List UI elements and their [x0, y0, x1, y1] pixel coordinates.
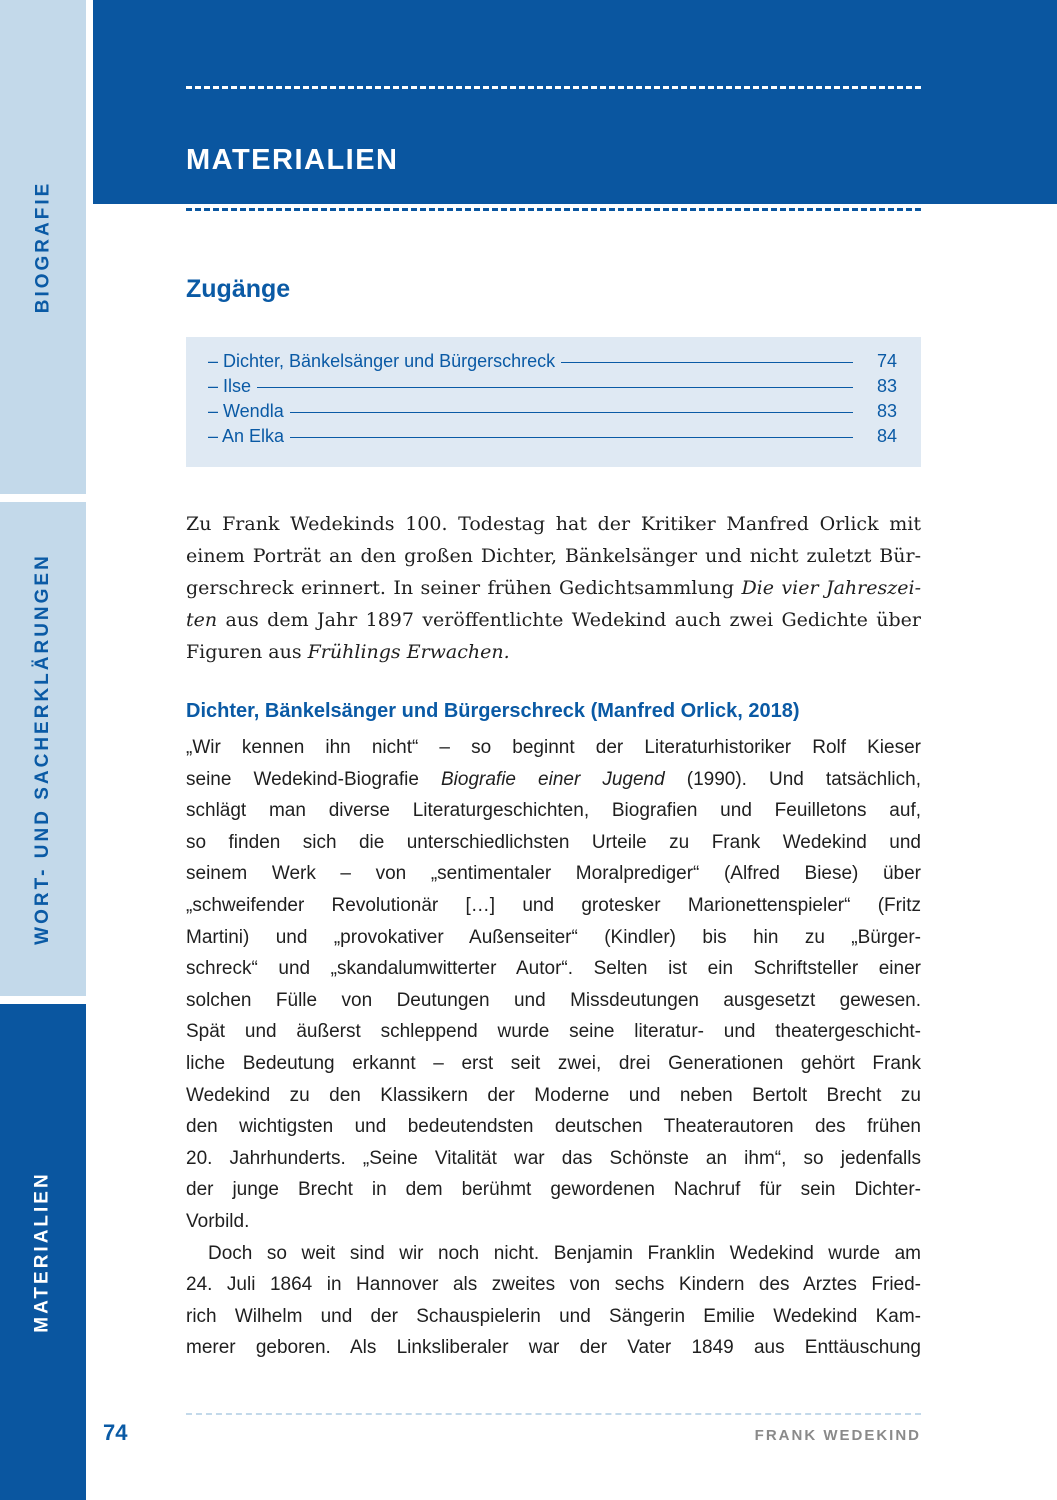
side-tab-biografie[interactable]: [0, 0, 86, 494]
body-line: der junge Brecht in dem berühmt gewordenen Nachruf für sein Dichter-: [186, 1179, 921, 1201]
body-line: den wichtigsten und bedeutendsten deutschen Theaterautoren des frühen: [186, 1116, 921, 1138]
body-line: liche Bedeutung erkannt – erst seit zwei, drei Generationen gehört Frank: [186, 1052, 921, 1074]
body-line: 24. Juli 1864 in Hannover als zweites von sechs Kindern des Arztes Fried-: [186, 1274, 921, 1296]
body-line: schreck“ und „skandalumwitterter Autor“. Selten ist ein Schriftsteller einer: [186, 958, 921, 980]
toc-item-page: 83: [876, 401, 897, 421]
book-title: Die vier Jahreszei-: [741, 577, 921, 599]
toc-item-page: 84: [876, 426, 897, 446]
body-line: schlägt man diverse Literaturgeschichten, Biografien und Feuilletons auf,: [186, 800, 921, 822]
toc-item-label: – Ilse: [208, 376, 252, 396]
body-line: 20. Jahrhunderts. „Seine Vitalität war das Schönste an ihm“, so jedenfalls: [186, 1147, 921, 1169]
body-line: solchen Fülle von Deutungen und Missdeutungen ausgesetzt gewesen.: [186, 989, 921, 1011]
side-tab-materialien[interactable]: [0, 1004, 86, 1500]
running-footer-title: FRANK WEDEKIND: [754, 1427, 921, 1444]
body-line: Martini) und „provokativer Außenseiter“ (Kindler) bis hin zu „Bürger-: [186, 926, 921, 948]
toc-item-label: – An Elka: [208, 426, 285, 446]
toc-item[interactable]: [208, 426, 897, 451]
body-line: merer geboren. Als Linksliberaler war der Vater 1849 aus Enttäuschung: [186, 1337, 921, 1359]
body-text: seine Wedekind-Biografie: [186, 768, 441, 790]
toc-leader: [290, 412, 853, 413]
toc-item-page: 74: [876, 351, 897, 371]
toc-item-page: 83: [876, 376, 897, 396]
book-title: ten: [186, 609, 218, 631]
intro-line: einem Porträt an den großen Dichter, Bänkelsänger und nicht zuletzt Bür-: [186, 545, 921, 567]
toc-item-label: – Wendla: [208, 401, 284, 421]
body-line: seinem Werk – von „sentimentaler Moralprediger“ (Alfred Biese) über: [186, 863, 921, 885]
body-line: so finden sich die unterschiedlichsten Urteile zu Frank Wedekind und: [186, 831, 921, 853]
side-tab-wort-und-sacherklaerungen[interactable]: [0, 502, 86, 996]
body-line: Spät und äußerst schleppend wurde seine literatur- und theatergeschicht-: [186, 1021, 921, 1043]
side-tab-materialien-label: MATERIALIEN: [32, 1171, 54, 1333]
body-text: (1990). Und tatsächlich,: [664, 768, 921, 790]
body-line: „Wir kennen ihn nicht“ – so beginnt der Literaturhistoriker Rolf Kieser: [186, 737, 921, 758]
intro-line: [186, 572, 921, 604]
toc-item[interactable]: [208, 376, 897, 401]
side-tab-biografie-label: BIOGRAFIE: [32, 180, 53, 314]
footer-dashed-divider: [186, 1413, 921, 1415]
page-title: MATERIALIEN: [186, 144, 399, 176]
toc-leader: [561, 362, 853, 363]
intro-text: aus dem Jahr 1897 veröffentlichte Wedekind auch zwei Gedichte über: [217, 609, 921, 631]
body-line: Doch so weit sind wir noch nicht. Benjamin Franklin Wedekind wurde am: [208, 1242, 921, 1264]
header-dashed-divider-bottom: [186, 208, 921, 211]
intro-paragraph: [186, 508, 921, 668]
intro-text: Figuren aus: [186, 641, 308, 663]
intro-line: [186, 604, 921, 636]
toc-item-label: – Dichter, Bänkelsänger und Bürgerschreck: [208, 351, 556, 371]
toc-box: [186, 337, 921, 467]
page-number: 74: [103, 1420, 128, 1445]
intro-line: [186, 636, 921, 668]
toc-item[interactable]: [208, 401, 897, 426]
body-line: Wedekind zu den Klassikern der Moderne und neben Bertolt Brecht zu: [186, 1084, 921, 1106]
book-title: Frühlings Erwachen.: [307, 641, 510, 663]
toc-item[interactable]: [208, 351, 897, 376]
article-body: [186, 732, 921, 1364]
toc-leader: [257, 387, 853, 388]
side-tab-wort-label: WORT- UND SACHERKLÄRUNGEN: [32, 553, 53, 945]
body-line: Vorbild.: [186, 1210, 250, 1232]
book-title: Biografie einer Jugend: [441, 768, 665, 790]
section-heading: Zugänge: [186, 275, 291, 303]
body-line: [186, 764, 921, 796]
intro-line: Zu Frank Wedekinds 100. Todestag hat der Kritiker Manfred Orlick mit: [186, 513, 921, 535]
body-line: rich Wilhelm und der Schauspielerin und Sängerin Emilie Wedekind Kam-: [186, 1305, 921, 1327]
article-heading: Dichter, Bänkelsänger und Bürgerschreck (Manfred Orlick, 2018): [186, 700, 800, 722]
toc-leader: [290, 437, 853, 438]
body-line: „schweifender Revolutionär […] und grotesker Marionettenspieler“ (Fritz: [186, 894, 921, 916]
header-dashed-divider-top: [186, 86, 921, 89]
intro-text: gerschreck erinnert. In seiner frühen Gedichtsammlung: [186, 577, 742, 599]
